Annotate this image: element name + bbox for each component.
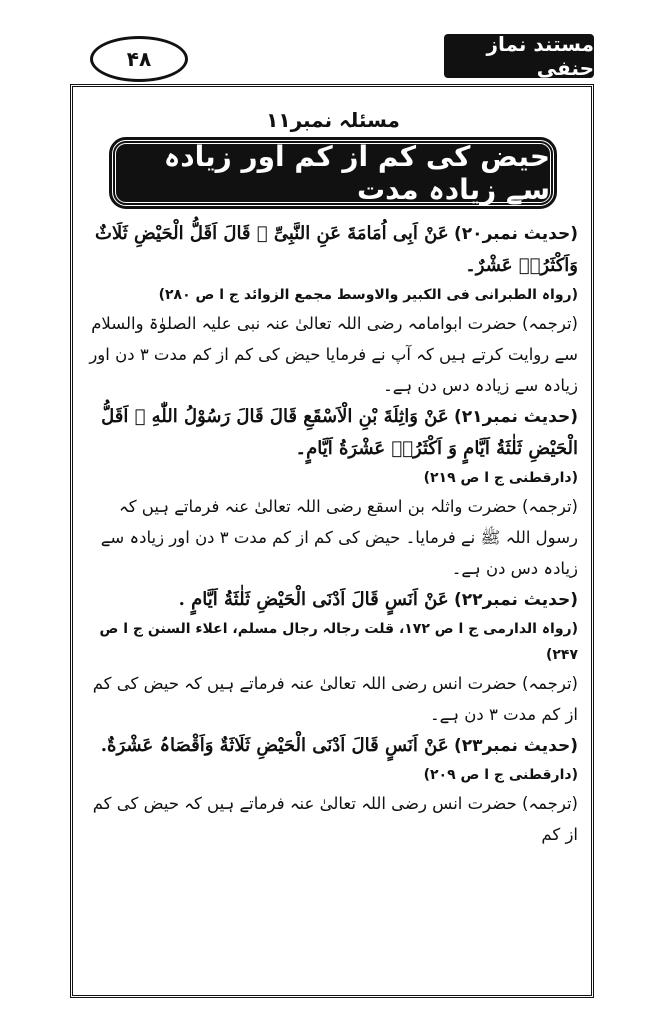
urdu-translation: (ترجمہ) حضرت واثلہ بن اسقع رضی اللہ تعالیٰ عنہ فرماتے ہیں کہ رسول اللہ ﷺ نے فرمایا۔ حیض کی کم از کم مدت ۳ دن اور زیادہ سے زیادہ دس دن ہے۔	[100, 497, 578, 578]
chapter-title: حیض کی کم از کم اور زیادہ سے زیادہ مدت	[112, 140, 554, 206]
arabic-text: عَنْ وَاثِلَةَ بْنِ الْاَسْقَعِ قَالَ قَالَ رَسُوْلُ اللّٰهِ ﷺ اَقَلُّ الْحَیْضِ ثَلٰثَةُ اَیَّامٍ وَ اَکْثَرُہٗ عَشْرَةُ اَیَّامٍ۔	[101, 406, 578, 459]
hadith-number: (حدیث نمبر۲۲)	[454, 590, 578, 610]
hadith-block	[88, 218, 578, 401]
hadith-text	[88, 584, 578, 616]
urdu-translation: (ترجمہ) حضرت انس رضی اللہ تعالیٰ عنہ فرماتے ہیں کہ حیض کی کم از کم مدت ۳ دن ہے۔	[92, 674, 578, 724]
hadith-number: (حدیث نمبر۲۳)	[454, 736, 578, 756]
urdu-translation: (ترجمہ) حضرت ابوامامہ رضی اللہ تعالیٰ عنہ نبی علیہ الصلوٰۃ والسلام سے روایت کرتے ہیں کہ آپ نے فرمایا حیض کی کم از کم مدت ۳ دن اور زیادہ سے زیادہ دس دن ہے۔	[89, 314, 578, 395]
hadith-reference: (رواہ الطبرانی فی الکبیر والاوسط مجمع الزوائد ج ا ص ۲۸۰)	[158, 287, 578, 303]
issue-label: مسئلہ نمبر۱۱	[266, 108, 400, 132]
page-header	[0, 0, 672, 90]
hadith-block	[88, 401, 578, 584]
page-content	[88, 104, 578, 850]
book-title-badge: مستند نماز حنفی	[444, 34, 594, 78]
hadith-text	[88, 401, 578, 465]
hadith-number: (حدیث نمبر۲۰)	[454, 224, 578, 244]
hadith-block	[88, 730, 578, 850]
page-number: ۴۸	[90, 36, 188, 82]
urdu-translation: (ترجمہ) حضرت انس رضی اللہ تعالیٰ عنہ فرماتے ہیں کہ حیض کی کم از کم	[92, 794, 578, 844]
hadith-reference: (دارقطنی ج ا ص ۲۰۹)	[423, 767, 578, 783]
arabic-text: عَنْ اَنَسٍ قَالَ اَدْنَی الْحَیْضِ ثَلَاثَةٌ وَاَقْصَاہُ عَشْرَةٌ.	[100, 735, 449, 756]
arabic-text: عَنْ اَبِی اُمَامَةَ عَنِ النَّبِیِّ ﷺ قَالَ اَقَلُّ الْحَیْضِ ثَلَاثٌ وَاَکْثَرُہٗ عَشْرٌ۔	[95, 223, 578, 276]
hadith-block	[88, 584, 578, 730]
arabic-text: عَنْ اَنَسٍ قَالَ اَدْنَی الْحَیْضِ ثَلٰثَةُ اَیَّامٍ .	[178, 589, 449, 610]
hadith-text	[88, 218, 578, 282]
hadith-text	[88, 730, 578, 762]
hadith-reference: (رواہ الدارمی ج ا ص ۱۷۲، قلت رجالہ رجال مسلم، اعلاء السنن ج ا ص ۲۴۷)	[99, 621, 578, 663]
hadith-number: (حدیث نمبر۲۱)	[454, 407, 578, 427]
hadith-reference: (دارقطنی ج ا ص ۲۱۹)	[423, 470, 578, 486]
